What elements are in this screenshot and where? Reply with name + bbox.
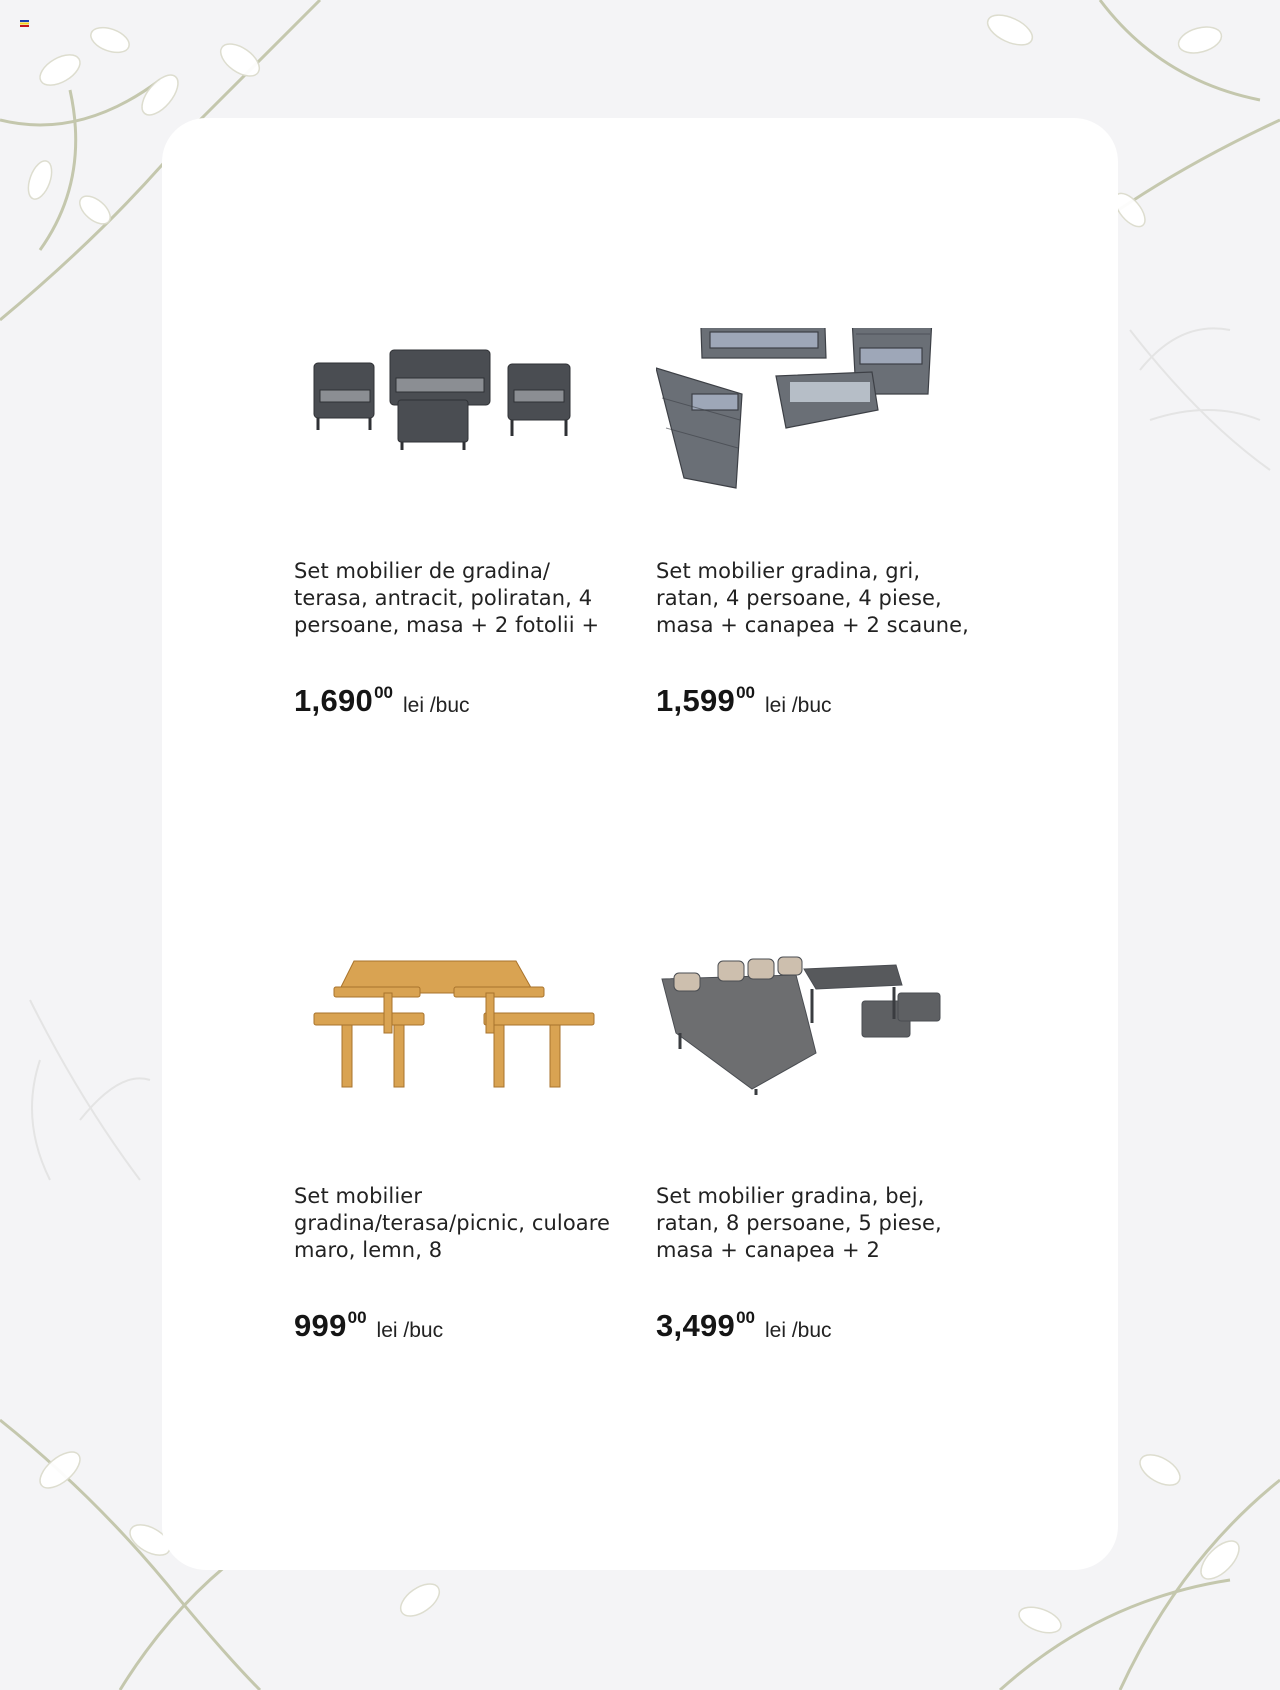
price-unit: lei /buc	[765, 694, 832, 717]
price-unit: lei /buc	[765, 1319, 832, 1342]
product-image-anthracite-set	[294, 328, 614, 558]
price-unit: lei /buc	[376, 1319, 444, 1342]
product-card	[162, 118, 1118, 1570]
product-price	[294, 1309, 443, 1343]
product-title: Set mobilier gradina, gri, ratan, 4 persoane, 4 piese, masa + canapea + 2 scaune,	[656, 559, 969, 637]
price-integer: 1,690	[294, 683, 374, 718]
product-image-beige-rattan-corner-set	[656, 953, 976, 1183]
product-item[interactable]	[294, 953, 614, 1343]
price-decimals: 00	[736, 683, 755, 702]
product-title: Set mobilier de gradina/ terasa, antracit, poliratan, 4 persoane, masa + 2 fotolii +	[294, 559, 600, 637]
price-decimals: 00	[736, 1308, 755, 1327]
product-title: Set mobilier gradina/terasa/picnic, culoare maro, lemn, 8	[294, 1184, 611, 1262]
price-unit: lei /buc	[403, 694, 470, 717]
product-price	[656, 1309, 832, 1343]
product-item[interactable]	[656, 328, 976, 718]
product-title: Set mobilier gradina, bej, ratan, 8 persoane, 5 piese, masa + canapea + 2	[656, 1184, 942, 1262]
price-decimals: 00	[374, 683, 393, 702]
product-item[interactable]	[294, 328, 614, 718]
product-image-grey-rattan-set	[656, 328, 976, 558]
price-integer: 999	[294, 1308, 347, 1343]
product-price	[656, 684, 832, 718]
product-image-wooden-picnic-table	[294, 953, 614, 1183]
product-item[interactable]	[656, 953, 976, 1343]
price-integer: 3,499	[656, 1308, 736, 1343]
product-price	[294, 684, 470, 718]
price-integer: 1,599	[656, 683, 736, 718]
flag-icon	[20, 20, 29, 27]
price-decimals: 00	[347, 1308, 367, 1327]
